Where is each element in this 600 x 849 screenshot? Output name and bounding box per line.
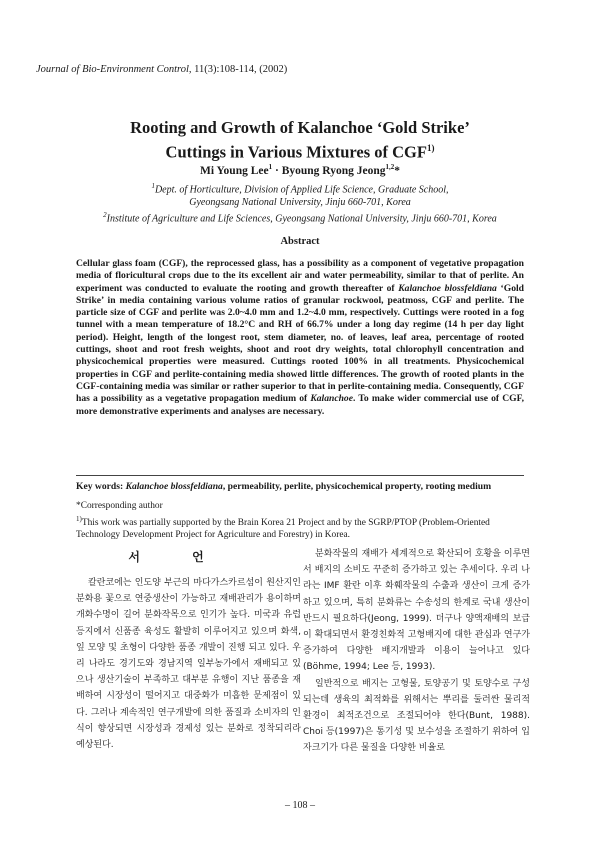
abstract-text: ‘Gold Strike’ in media containing various volume ratios of granular rockwool, peatmoss, CGF and perlite. The particle size of CGF and perlite was 2.0~4.0 mm and 1.2~4.0 mm, respectively. Cuttings were rooted in a fog tunnel with a mean temperature of 18.2°C and RH of 66.7% under a long day regime (14 h per day light period). Height, length of the longest root, stem diameter, no. of leaves, leaf area, percentage of rooted cuttings, shoot and root fresh weights, shoot and root dry weights, total chlorophyll concentration and physicochemical properties were measured. Cuttings rooted 100% in all treatments. Physicochemical properties in CGF and perlite-containing media showed little differences. The growth of rooted plants in the CGF-containing media was similar or rather superior to that in perlite-containing media. Consequently, CGF has a possibility as a vegetative propagation medium of <box>76 282 525 405</box>
funding-note-mark: 1) <box>76 514 82 523</box>
affiliation-1-line-2: Gyeongsang National University, Jinju 660-701, Korea <box>189 197 411 209</box>
corresponding-author-mark: * <box>394 164 400 177</box>
keywords-list: , permeability, perlite, physicochemical property, rooting medium <box>222 481 492 492</box>
author-name: Byoung Ryong Jeong <box>281 164 386 177</box>
author-separator: · <box>272 164 282 177</box>
title-line-2-text: Cuttings in Various Mixtures of CGF <box>165 142 427 162</box>
title-footnote-mark: 1) <box>426 143 435 153</box>
author-name: Mi Young Lee <box>200 164 269 177</box>
affiliation-2 <box>0 209 600 225</box>
abstract-body <box>76 258 524 418</box>
body-column-right <box>303 546 530 757</box>
abstract-text: Cellular glass foam (CGF), the reprocessed glass, has a possibility as a component of vegetative propagation media of floricultural crops due to the its excellent air and water permeability, similar to that of perlite. An experiment was conducted to evaluate the rooting and growth thereafter of <box>76 258 524 294</box>
keywords <box>76 481 491 492</box>
affiliation-mark: 1 <box>151 182 155 190</box>
section-heading-introduction: 서 언 <box>128 550 228 564</box>
title-line-2 <box>0 138 600 163</box>
abstract-heading: Abstract <box>280 236 320 247</box>
footnotes <box>76 500 526 542</box>
title-line-1: Rooting and Growth of Kalanchoe ‘Gold Strike’ <box>130 118 470 137</box>
affiliations <box>0 180 600 226</box>
affiliation-mark: 2 <box>103 211 107 220</box>
author-affiliation-mark: 1 <box>268 163 273 171</box>
species-name: Kalanchoe blossfeldiana <box>398 282 497 294</box>
journal-name: Journal of Bio-Environment Control, <box>36 64 192 75</box>
keywords-label: Key words: <box>76 481 126 492</box>
paper-title <box>0 118 600 163</box>
keywords-divider <box>76 475 524 476</box>
author-affiliation-mark: 1,2 <box>385 163 395 171</box>
page-number: – 108 – <box>285 800 315 811</box>
affiliation-2-text: Institute of Agriculture and Life Sciences, Gyeongsang National University, Jinju 660-701, Korea <box>106 213 497 225</box>
species-name: Kalanchoe <box>310 393 353 405</box>
body-paragraph: 분화작물의 재배가 세계적으로 확산되어 호황을 이루면서 배지의 소비도 꾸준히 증가하고 있는 추세이다. 우리 나라는 IMF 환란 이후 화훼작물의 수출과 생산이 크게 증가하고 있으며, 특히 분화류는 수송성의 한계로 국내 생산이 반드시 필요하다(Jeong, 1999). 더구나 양액재배의 보급이 확대되면서 환경친화적 고형배지에 대한 관심과 연구가 증가하여 다양한 배지개발과 이용이 늘어나고 있다(Böhme, 1994; Lee 등, 1993). <box>303 549 530 673</box>
funding-note-text: This work was partially supported by the Brain Korea 21 Project and by the SGRP/PTOP (Problem-Oriented Technology Development Project for Agriculture and Forestry) in Korea. <box>76 517 490 541</box>
body-paragraph: 칼란코에는 인도양 부근의 마다가스카르섬이 원산지인 분화용 꽃으로 연중생산이 가능하고 재배관리가 용이하며 개화수명이 길어 분화작목으로 인기가 높다. 미국과 유럽 등지에서 신품종 육성도 활발히 이루어지고 있으며 화색, 잎 모양 및 초형이 다양한 품종 개발이 진행 되고 있다. 우리 나라도 경기도와 경남지역 일부농가에서 재배되고 있으나 생산기술이 부족하고 대부분 유행이 지난 품종을 재배하여 시장성이 떨어지고 대중화가 미흡한 문제점이 있다. 그러나 계속적인 연구개발에 의한 품질과 소비자의 인식이 향상되면 시장성과 경제성 있는 분화로 정착되리라 예상된다. <box>76 578 301 751</box>
body-paragraph: 일반적으로 배지는 고형물, 토양공기 및 토양수로 구성되는데 생육의 최적화를 위해서는 뿌리를 둘러싼 물리적 환경이 최적조건으로 조절되어야 한다(Bunt, 1988). Choi 등(1997)은 통기성 및 보수성을 조절하기 위하여 입자크기가 다른 물질을 다양한 비율로 <box>303 678 530 754</box>
affiliation-1 <box>0 180 600 196</box>
body-column-left <box>76 575 301 753</box>
abstract-text: . To make wider commercial use of CGF, more demonstrative experiments and analyses are necessary. <box>76 393 525 417</box>
funding-note <box>76 513 526 542</box>
journal-volume-pages: 11(3):108-114, (2002) <box>194 64 288 75</box>
journal-citation <box>36 64 287 75</box>
corresponding-author-note: *Corresponding author <box>76 501 163 511</box>
affiliation-1-line-1: Dept. of Horticulture, Division of Applied Life Science, Graduate School, <box>154 184 449 196</box>
author-list <box>0 163 600 177</box>
keyword-species: Kalanchoe blossfeldiana <box>125 481 223 492</box>
